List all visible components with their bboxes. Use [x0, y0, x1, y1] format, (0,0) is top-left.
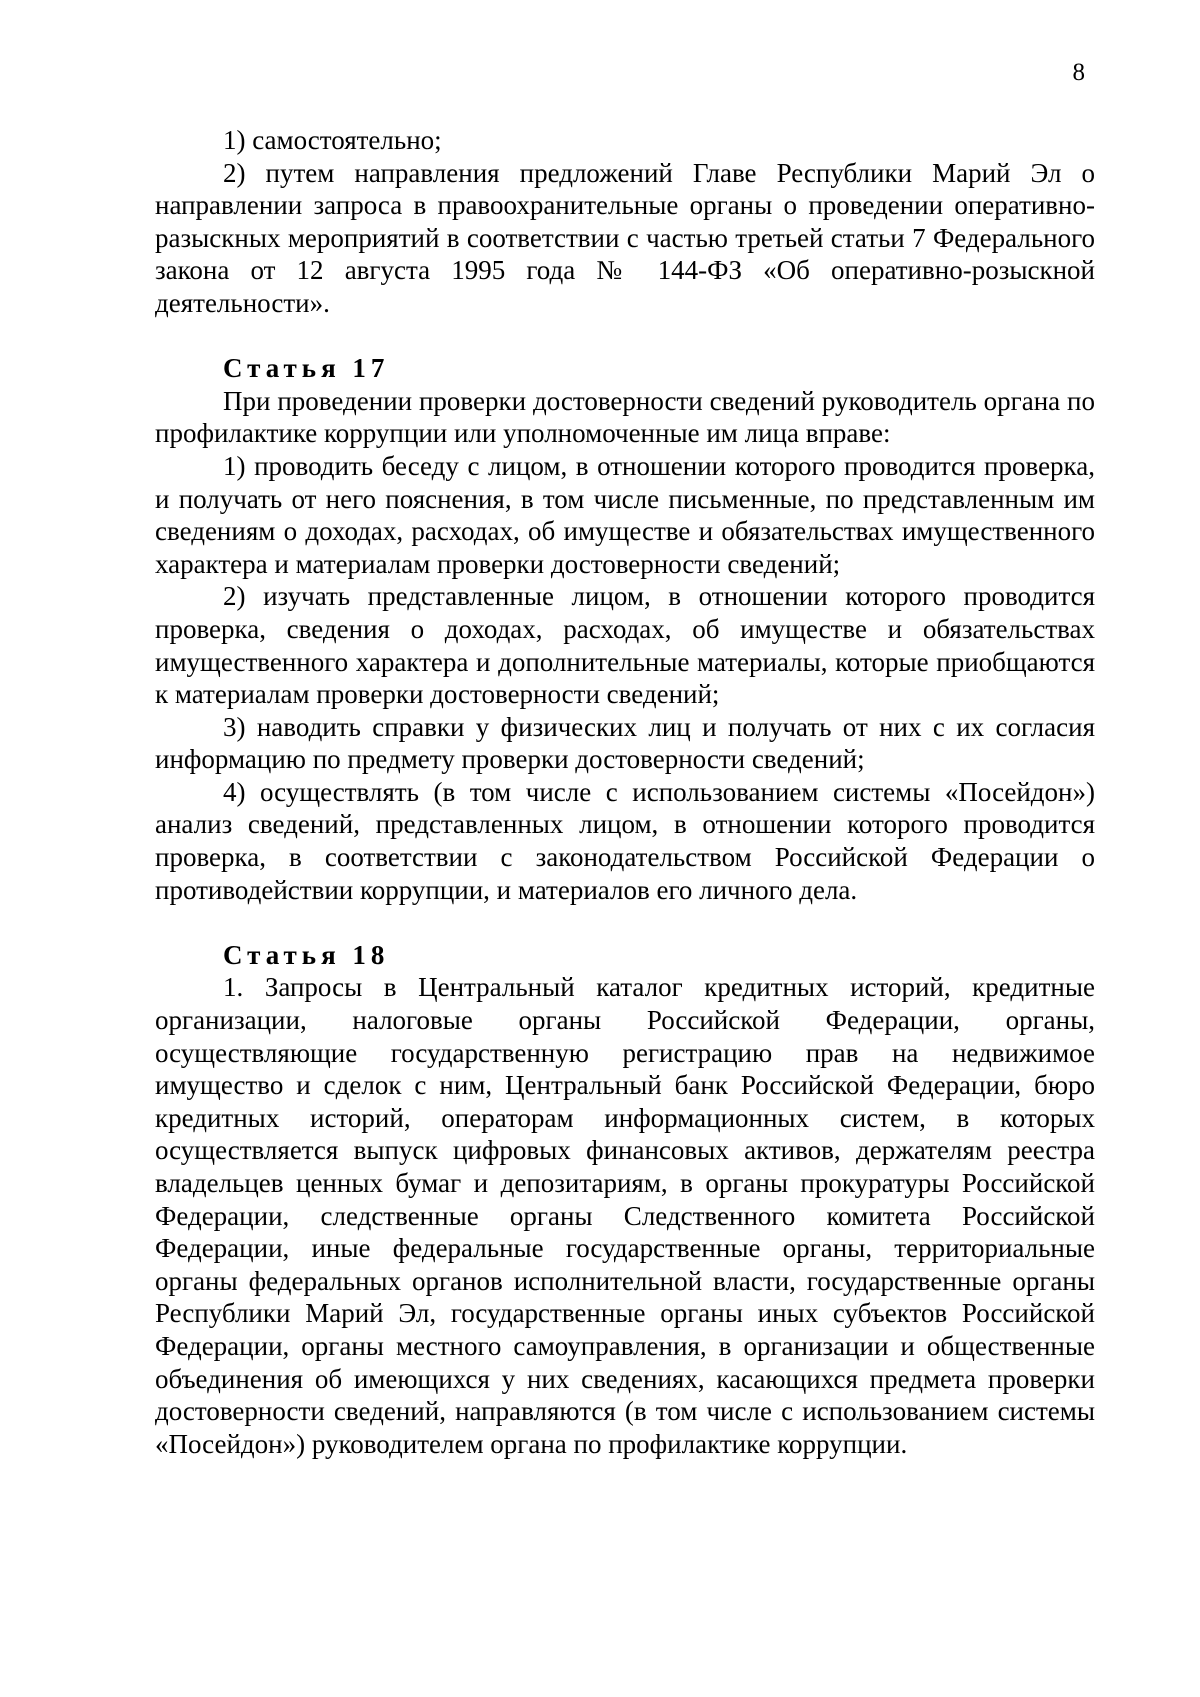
article-18-heading: Статья 18 [223, 939, 390, 970]
article-17-item-3: 3) наводить справки у физических лиц и получать от них с их согласия информацию по предмету проверки достоверности сведений; [155, 711, 1095, 775]
spacer [155, 906, 1095, 939]
article-17-item-2: 2) изучать представленные лицом, в отношении которого проводится проверка, сведения о доходах, расходах, об имуществе и обязательствах имущественного характера и дополнительные материалы, которые приобщаются к материалам проверки достоверности сведений; [155, 581, 1095, 710]
article-17-intro: При проведении проверки достоверности сведений руководитель органа по профилактике коррупции или уполномоченные им лица вправе: [155, 385, 1095, 449]
paragraph-item-2: 2) путем направления предложений Главе Республики Марий Эл о направлении запроса в правоохранительные органы о проведении оперативно-разыскных мероприятий в соответствии с частью третьей статьи 7 Федерального закона от 12 августа 1995 года № 144-ФЗ «Об оперативно-розыскной деятельности». [155, 157, 1095, 318]
spacer [155, 320, 1095, 353]
article-17-item-1: 1) проводить беседу с лицом, в отношении которого проводится проверка, и получать от него пояснения, в том числе письменные, по представленным им сведениям о доходах, расходах, об имуществе и обязательствах имущественного характера и материалам проверки достоверности сведений; [155, 450, 1095, 579]
article-17-item-4: 4) осуществлять (в том числе с использованием системы «Посейдон») анализ сведений, представленных лицом, в отношении которого проводится проверка, в соответствии с законодательством Российской Федерации о противодействии коррупции, и материалов его личного дела. [155, 776, 1095, 905]
document-body [155, 124, 1095, 1460]
page-number: 8 [1072, 59, 1085, 86]
paragraph-item-1: 1) самостоятельно; [223, 125, 442, 155]
article-18-paragraph-1: 1. Запросы в Центральный каталог кредитных историй, кредитные организации, налоговые органы Российской Федерации, органы, осуществляющие государственную регистрацию прав на недвижимое имущество и сделок с ним, Центральный банк Российской Федерации, бюро кредитных историй, операторам информационных систем, в которых осуществляется выпуск цифровых финансовых активов, держателям реестра владельцев ценных бумаг и депозитариям, в органы прокуратуры Российской Федерации, следственные органы Следственного комитета Российской Федерации, иные федеральные государственные органы, территориальные органы федеральных органов исполнительной власти, государственные органы Республики Марий Эл, государственные органы иных субъектов Российской Федерации, органы местного самоуправления, в организации и общественные объединения об имеющихся у них сведениях, касающихся предмета проверки достоверности сведений, направляются (в том числе с использованием системы «Посейдон») руководителем органа по профилактике коррупции. [155, 972, 1095, 1459]
article-17-heading: Статья 17 [223, 353, 390, 384]
